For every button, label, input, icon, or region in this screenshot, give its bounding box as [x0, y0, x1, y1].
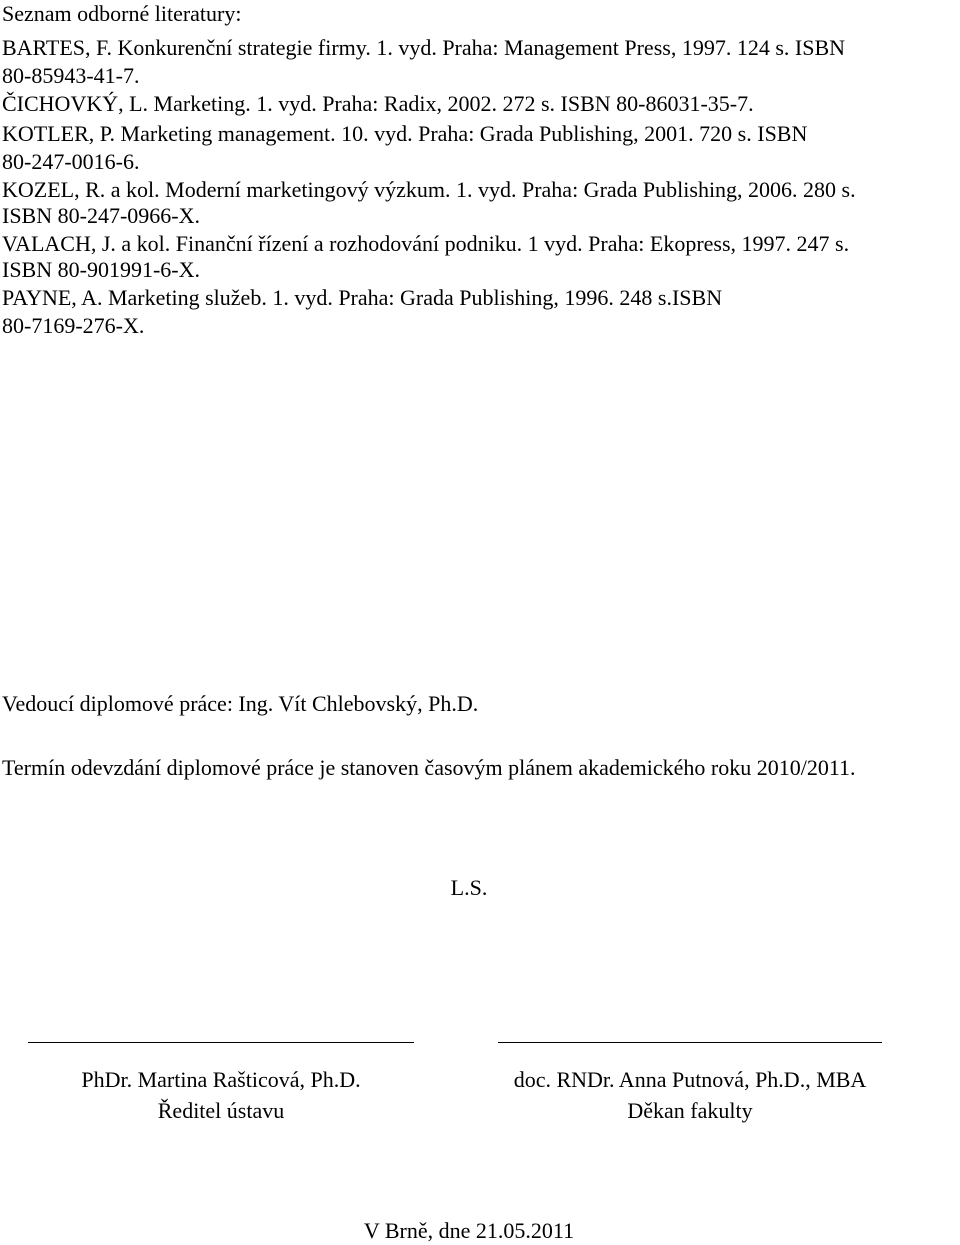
bibliography-line: KOZEL, R. a kol. Moderní marketingový výzkum. 1. vyd. Praha: Grada Publishing, 2006. 280 s.	[2, 177, 856, 202]
signatory-right-name: doc. RNDr. Anna Putnová, Ph.D., MBA	[513, 1067, 867, 1092]
bibliography-line: PAYNE, A. Marketing služeb. 1. vyd. Praha: Grada Publishing, 1996. 248 s.ISBN	[2, 285, 723, 310]
bibliography-line: VALACH, J. a kol. Finanční řízení a rozhodování podniku. 1 vyd. Praha: Ekopress, 1997. 247 s.	[2, 231, 850, 256]
signature-line-right	[498, 1042, 882, 1043]
bibliography-line: ČICHOVKÝ, L. Marketing. 1. vyd. Praha: Radix, 2002. 272 s. ISBN 80-86031-35-7.	[2, 91, 754, 116]
bibliography-line: ISBN 80-901991-6-X.	[2, 257, 200, 282]
seal-mark: L.S.	[450, 875, 488, 900]
bibliography-line: 80-85943-41-7.	[2, 63, 140, 88]
bibliography-line: BARTES, F. Konkurenční strategie firmy. 1. vyd. Praha: Management Press, 1997. 124 s. ISBN	[2, 35, 846, 60]
signatory-left-role: Ředitel ústavu	[157, 1098, 285, 1123]
place-and-date: V Brně, dne 21.05.2011	[363, 1218, 575, 1243]
bibliography-line: 80-247-0016-6.	[2, 149, 140, 174]
bibliography-heading: Seznam odborné literatury:	[2, 1, 242, 26]
bibliography-line: 80-7169-276-X.	[2, 313, 145, 338]
signatory-left-name: PhDr. Martina Rašticová, Ph.D.	[81, 1067, 361, 1092]
bibliography-line: KOTLER, P. Marketing management. 10. vyd. Praha: Grada Publishing, 2001. 720 s. ISBN	[2, 121, 808, 146]
supervisor-statement: Vedoucí diplomové práce: Ing. Vít Chlebovský, Ph.D.	[2, 691, 479, 716]
bibliography-line: ISBN 80-247-0966-X.	[2, 203, 200, 228]
signature-line-left	[28, 1042, 414, 1043]
deadline-statement: Termín odevzdání diplomové práce je stanoven časovým plánem akademického roku 2010/2011.	[2, 755, 856, 780]
signatory-right-role: Děkan fakulty	[627, 1098, 753, 1123]
